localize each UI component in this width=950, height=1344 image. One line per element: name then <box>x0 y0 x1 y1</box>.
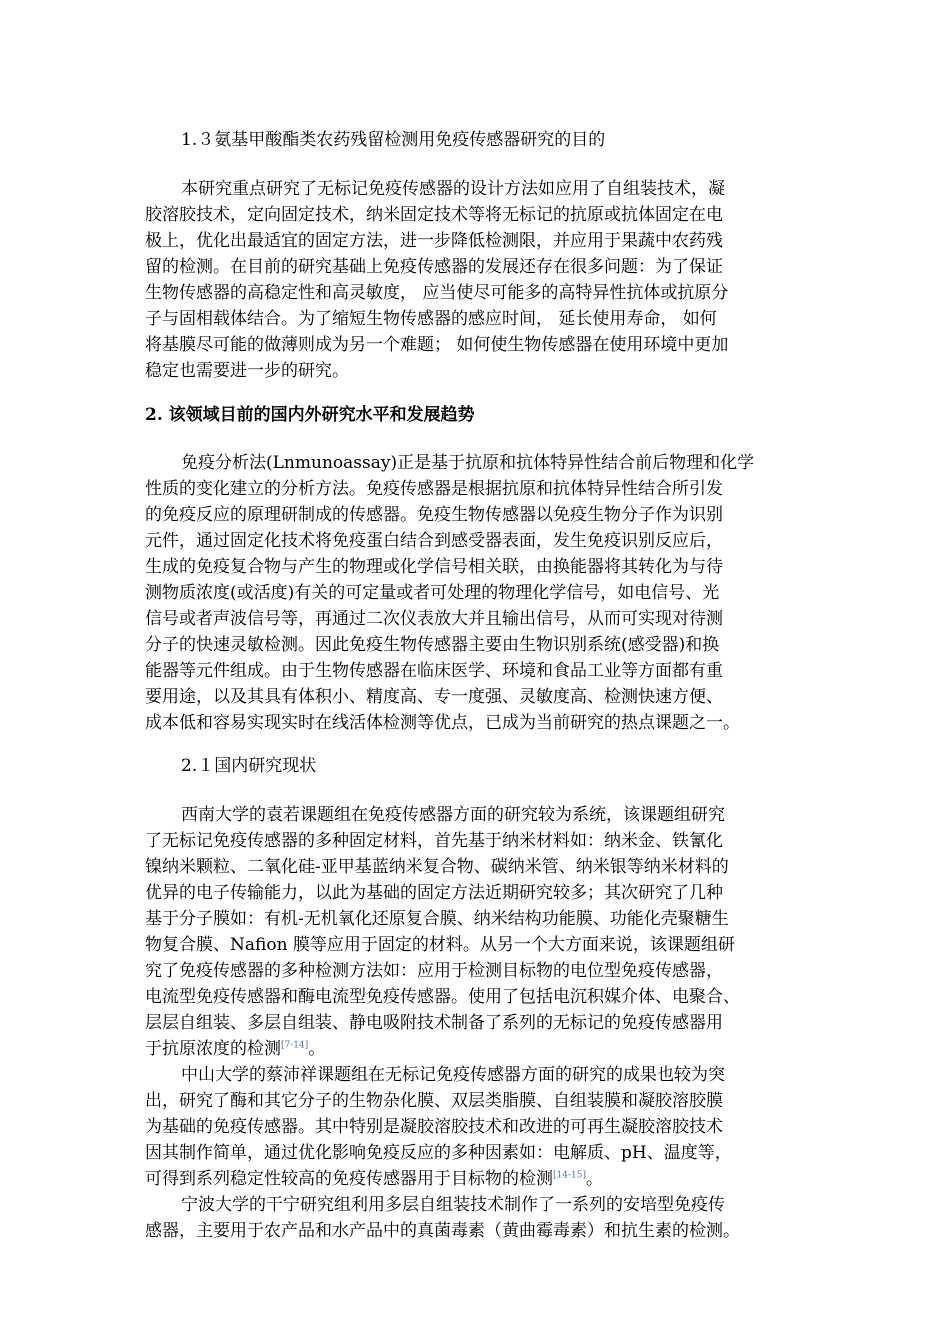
paragraph-line: 子与固相载体结合。为了缩短生物传感器的感应时间， 延长使用寿命， 如何 <box>145 309 717 329</box>
paragraph-line: 能器等元件组成。由于生物传感器在临床医学、环境和食品工业等方面都有重 <box>145 661 723 681</box>
section-2-title: 2. 该领域目前的国内外研究水平和发展趋势 <box>145 405 475 425</box>
paragraph-line: 信号或者声波信号等，再通过二次仪表放大并且输出信号，从而可实现对待测 <box>145 609 723 629</box>
paragraph-line: 分子的快速灵敏检测。因此免疫生物传感器主要由生物识别系统(感受器)和换 <box>145 635 720 655</box>
paragraph-line: 免疫分析法(Lnmunoassay)正是基于抗原和抗体特异性结合前后物理和化学 <box>181 453 755 473</box>
paragraph-line: 镍纳米颗粒、二氧化硅-亚甲基蓝纳米复合物、碳纳米管、纳米银等纳米材料的 <box>145 857 729 877</box>
paragraph-line-with-citation <box>145 1166 603 1192</box>
paragraph-line: 究了免疫传感器的多种检测方法如：应用于检测目标物的电位型免疫传感器， <box>145 961 723 981</box>
paragraph-line: 中山大学的蔡沛祥课题组在无标记免疫传感器方面的研究的成果也较为突 <box>181 1065 725 1085</box>
paragraph-text: 可得到系列稳定性较高的免疫传感器用于目标物的检测 <box>145 1169 553 1189</box>
paragraph-text: 。 <box>585 1169 603 1189</box>
paragraph-line: 宁波大学的干宁研究组利用多层自组装技术制作了一系列的安培型免疫传 <box>181 1195 725 1215</box>
paragraph-line: 元件，通过固定化技术将免疫蛋白结合到感受器表面，发生免疫识别反应后， <box>145 531 723 551</box>
paragraph-line: 西南大学的袁若课题组在免疫传感器方面的研究较为系统，该课题组研究 <box>181 805 725 825</box>
citation-ref[interactable]: [7-14] <box>281 1040 309 1051</box>
paragraph-line: 本研究重点研究了无标记免疫传感器的设计方法如应用了自组装技术，凝 <box>181 179 725 199</box>
paragraph-line: 成本低和容易实现实时在线活体检测等优点，已成为当前研究的热点课题之一。 <box>145 713 740 733</box>
section-2-1-title: 2.１国内研究现状 <box>181 756 317 776</box>
section-1-3-title: 1.３氨基甲酸酯类农药残留检测用免疫传感器研究的目的 <box>181 130 606 150</box>
paragraph-line: 胶溶胶技术，定向固定技术，纳米固定技术等将无标记的抗原或抗体固定在电 <box>145 205 723 225</box>
paragraph-line: 电流型免疫传感器和酶电流型免疫传感器。使用了包括电沉积媒介体、电聚合、 <box>145 987 740 1007</box>
paragraph-line: 生成的免疫复合物与产生的物理或化学信号相关联，由换能器将其转化为与待 <box>145 557 723 577</box>
paragraph-line: 出，研究了酶和其它分子的生物杂化膜、双层类脂膜、自组装膜和凝胶溶胶膜 <box>145 1091 723 1111</box>
paragraph-line-with-citation <box>145 1036 325 1062</box>
paragraph-line: 测物质浓度(或活度)有关的可定量或者可处理的物理化学信号，如电信号、光 <box>145 583 720 603</box>
paragraph-line: 物复合膜、Nafion 膜等应用于固定的材料。从另一个大方面来说，该课题组研 <box>145 935 735 955</box>
citation-ref[interactable]: [14-15] <box>553 1170 586 1181</box>
paragraph-line: 极上，优化出最适宜的固定方法，进一步降低检测限，并应用于果蔬中农药残 <box>145 231 723 251</box>
paragraph-text: 。 <box>308 1039 326 1059</box>
paragraph-line: 将基膜尽可能的做薄则成为另一个难题； 如何使生物传感器在使用环境中更加 <box>145 335 729 355</box>
paragraph-line: 性质的变化建立的分析方法。免疫传感器是根据抗原和抗体特异性结合所引发 <box>145 479 723 499</box>
paragraph-line: 要用途，以及其具有体积小、精度高、专一度强、灵敏度高、检测快速方便、 <box>145 687 723 707</box>
paragraph-line: 感器，主要用于农产品和水产品中的真菌毒素（黄曲霉毒素）和抗生素的检测。 <box>145 1221 740 1241</box>
paragraph-line: 因其制作简单，通过优化影响免疫反应的多种因素如：电解质、pH、温度等， <box>145 1143 732 1163</box>
paragraph-line: 层层自组装、多层自组装、静电吸附技术制备了系列的无标记的免疫传感器用 <box>145 1013 723 1033</box>
paragraph-line: 优异的电子传输能力，以此为基础的固定方法近期研究较多；其次研究了几种 <box>145 883 723 903</box>
paragraph-line: 生物传感器的高稳定性和高灵敏度， 应当使尽可能多的高特异性抗体或抗原分 <box>145 283 729 303</box>
paragraph-line: 留的检测。在目前的研究基础上免疫传感器的发展还存在很多问题：为了保证 <box>145 257 723 277</box>
paragraph-text: 于抗原浓度的检测 <box>145 1039 281 1059</box>
paragraph-line: 基于分子膜如：有机-无机氧化还原复合膜、纳米结构功能膜、功能化壳聚糖生 <box>145 909 729 929</box>
paragraph-line: 稳定也需要进一步的研究。 <box>145 361 349 381</box>
paragraph-line: 的免疫反应的原理研制成的传感器。免疫生物传感器以免疫生物分子作为识别 <box>145 505 723 525</box>
paragraph-line: 为基础的免疫传感器。其中特别是凝胶溶胶技术和改进的可再生凝胶溶胶技术 <box>145 1117 723 1137</box>
paragraph-line: 了无标记免疫传感器的多种固定材料，首先基于纳米材料如：纳米金、铁氰化 <box>145 831 723 851</box>
